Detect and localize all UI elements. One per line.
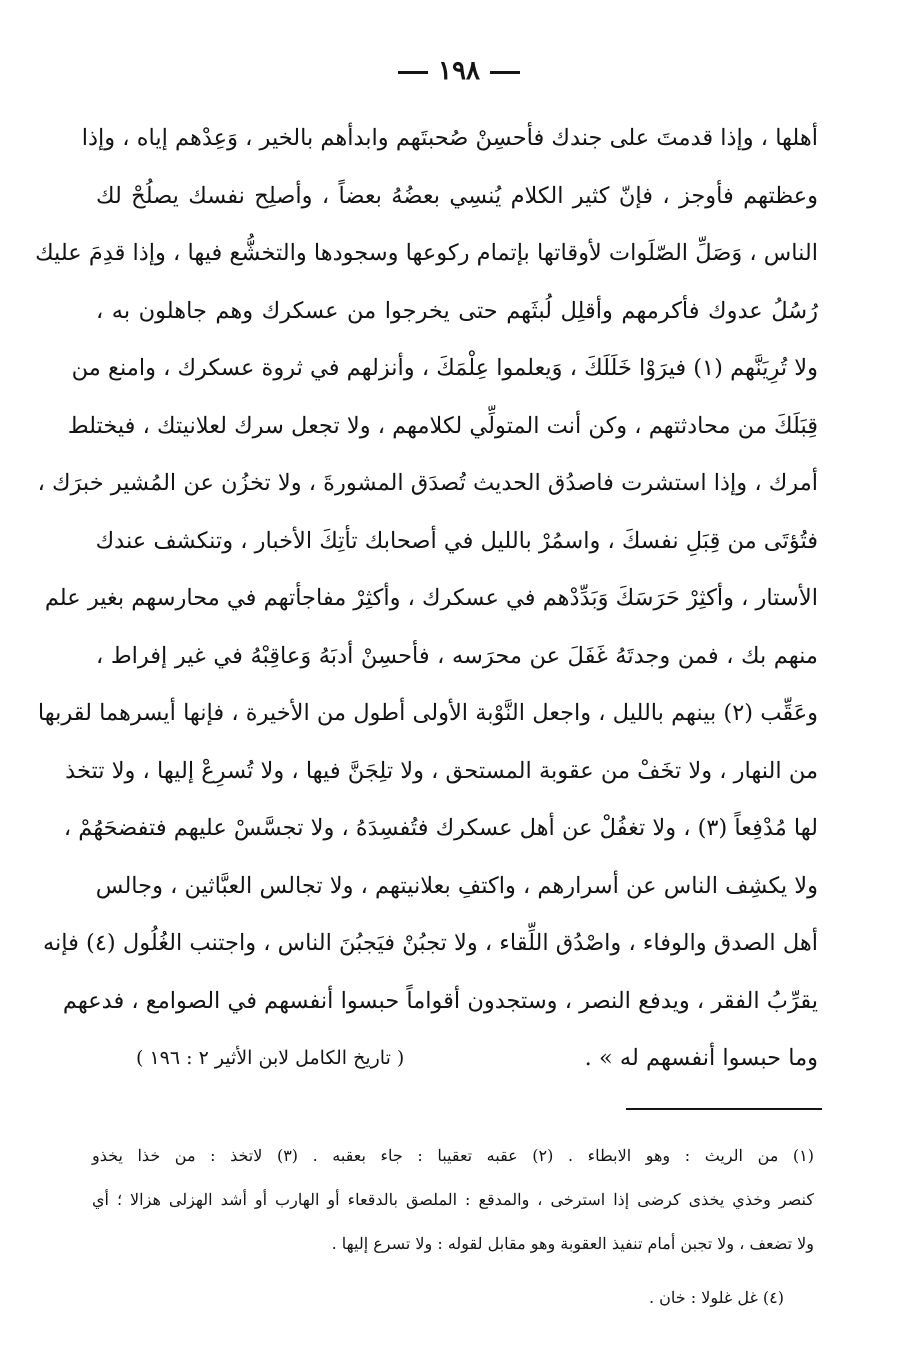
body-text (35, 110, 818, 1088)
footnote-line: كنصر وخذي يخذى كرضى إذا استرخى ، والمدقع : الملصق بالدقعاء أو الهارب أو أشد الهزلى هزالا ؛ أي (92, 1190, 814, 1209)
body-line: وعَقِّب (٢) بينهم بالليل ، واجعل النَّوْبة الأولى أطول من الأخيرة ، فإنها أيسرهما لقربها (37, 700, 818, 726)
page-number-dash-left (398, 71, 428, 74)
body-line: الأستار ، وأكثِرْ حَرَسَكَ وَبَدِّدْهم في عسكرك ، وأكثِرْ مفاجأتهم في محارسهم بغير علم (44, 585, 818, 611)
body-line: وعظتهم فأوجز ، فإنّ كثير الكلام يُنسِي بعضُهُ بعضاً ، وأصلِح نفسك يصلُحْ لك (96, 182, 818, 209)
footnotes (92, 1134, 814, 1320)
footnote-line: (١) من الريث : وهو الابطاء . (٢) عقبه تعقيبا : جاء بعقبه . (٣) لاتخذ : من خذا يخذو (92, 1146, 814, 1165)
body-line: فتُؤتَى من قِبَلِ نفسكَ ، واسمُرْ بالليل في أصحابك تأتِكَ الأخبار ، وتنكشف عندك (95, 527, 818, 554)
body-line: ولا يكشِف الناس عن أسرارهم ، واكتفِ بعلانيتهم ، ولا تجالس العبَّاثين ، وجالس (95, 872, 818, 899)
body-line: أمرك ، وإذا استشرت فاصدُق الحديث تُصدَق المشورةَ ، ولا تخزُن عن المُشير خبرَك ، (37, 470, 818, 496)
body-line: ولا تُرِيَنَّهم (١) فيرَوْا خَلَلَكَ ، وَيعلموا عِلْمَكَ ، وأنزلهم في ثروة عسكرك ، وامنع من (71, 355, 818, 381)
page-number-text: ١٩٨ (438, 56, 480, 86)
footnote-separator (626, 1108, 822, 1110)
body-line: من النهار ، ولا تخَفْ من عقوبة المستحق ، ولا تلِجَنَّ فيها ، ولا تُسرِعْ إليها ، ولا تتخذ (65, 757, 818, 784)
body-line: لها مُدْفِعاً (٣) ، ولا تغفُلْ عن أهل عسكرك فتُفسِدَهُ ، ولا تجسَّسْ عليهم فتفضحَهُمْ ، (63, 815, 818, 841)
page-number-dash-right (490, 71, 520, 74)
body-line-closing: وما حبسوا أنفسهم له » . (584, 1045, 818, 1071)
body-line: منهم بك ، فمن وجدتَهُ غَفَلَ عن محرَسه ، فأحسِنْ أدبَهُ وَعاقِبْهُ في غير إفراط ، (96, 642, 818, 669)
body-line: أهل الصدق والوفاء ، واصْدُق اللِّقاء ، ولا تجبُنْ فيَجبُنَ الناس ، واجتنب الغُلُول (٤) فإنه (42, 930, 818, 956)
page-number (0, 56, 918, 86)
body-line-last (96, 1030, 818, 1088)
source-citation: ( تاريخ الكامل لابن الأثير ٢ : ١٩٦ ) (136, 1047, 405, 1069)
body-line: الناس ، وَصَلِّ الصّلَوات لأوقاتها بإتمام ركوعها وسجودها والتخشُّع فيها ، وإذا قدِمَ عليك (35, 240, 818, 266)
body-line: أهلها ، وإذا قدمتَ على جندك فأحسِنْ صُحبتَهم وابدأهم بالخير ، وَعِدْهم إياه ، وإذا (81, 125, 818, 151)
footnote-line: (٤) غل غلولا : خان . (648, 1288, 784, 1307)
footnote-line: ولا تضعف ، ولا تجبن أمام تنفيذ العقوبة وهو مقابل لقوله : ولا تسرع إليها . (331, 1234, 814, 1253)
body-line: يقرِّبُ الفقر ، ويدفع النصر ، وستجدون أقواماً حبسوا أنفسهم في الصوامع ، فدعهم (62, 987, 818, 1014)
body-line: قِبَلَكَ من محادثتهم ، وكن أنت المتولِّي لكلامهم ، ولا تجعل سرك لعلانيتك ، فيختلط (67, 412, 818, 439)
body-line: رُسُلُ عدوك فأكرمهم وأقلِل لُبثَهم حتى يخرجوا من عسكرك وهم جاهلون به ، (96, 297, 818, 324)
